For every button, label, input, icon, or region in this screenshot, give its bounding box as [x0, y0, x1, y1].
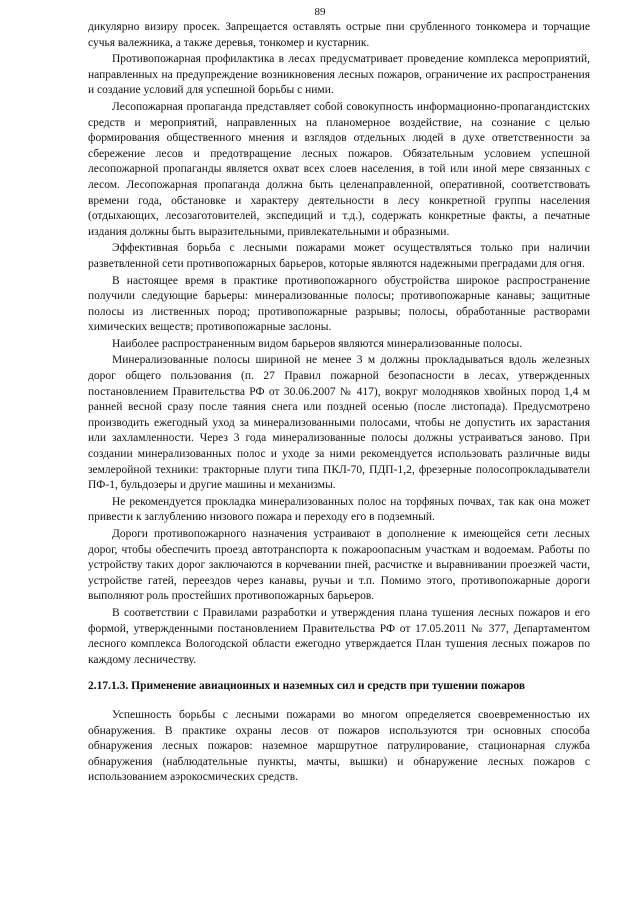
paragraph-mineralized-strips: Минерализованные полосы шириной не менее 3 м должны прокладываться вдоль железных дорог общего пользования (п. 27 Правил пожарной безопасности в лесах, утвержденных постановлением Правительства РФ от 30.06.2007 № 417), вокруг молодняков хвойных пород 1,4 м ранней весной сразу после таяния снега или поздней осенью (после листопада). Предусмотрено производить ежегодный уход за минерализованными полосами, чтобы не допустить их зарастания или захламленности. Через 3 года минерализованные полосы должны устраиваться заново. При создании минерализованных полос и уходе за ними рекомендуется использовать различные виды землеройной техники: тракторные плуги типа ПКЛ-70, ПДП-1,2, фрезерные полосопрокладыватели ПФ-1, бульдозеры и другие машины и механизмы.	[88, 354, 590, 492]
paragraph-fire-propaganda: Лесопожарная пропаганда представляет собой совокупность информационно-пропагандистских средств и мероприятий, направленных на планомерное воздействие, на сознание с целью формирования общественного мнения и взглядов отдельных людей в духе ответственности за сбережение лесов и предотвращение лесных пожаров. Обязательным условием успешной лесопожарной пропаганды является охват всех слоев населения, в той или иной мере связанных с лесом. Лесопожарная пропаганда должна быть целенаправленной, оперативной, соответствовать времени года, обстановке и характеру деятельности в лесу конкретной группы населения (отдыхающих, лесозаготовителей, экспедиций и т.д.), содержать конкретные факты, а печатные издания должны быть выразительными, привлекательными и образными.	[88, 100, 590, 238]
paragraph-common-barrier: Наиболее распространенным видом барьеров являются минерализованные полосы.	[112, 337, 523, 350]
paragraph-fire-roads: Дороги противопожарного назначения устраивают в дополнение к имеющейся сети лесных дорог, чтобы обеспечить проезд автотранспорта к пожароопасным участкам и водоемам. Работы по устройству таких дорог заключаются в корчевании пней, расчистке и выравнивании проезжей части, устройстве гатей, переездов через канавы, ручьи и т.п. Помимо этого, противопожарные дороги выполняют роль простейших противопожарных барьеров.	[88, 528, 590, 603]
paragraph-fire-plan: В соответствии с Правилами разработки и утверждения плана тушения лесных пожаров и его формой, утвержденными постановлением Правительства РФ от 17.05.2011 № 377, Департаментом лесного комплекса Вологодской области ежегодно утверждается План тушения лесных пожаров по каждому лесничеству.	[88, 606, 590, 666]
page-body	[88, 20, 590, 787]
paragraph-fire-barriers-network: Эффективная борьба с лесными пожарами может осуществляться только при наличии разветвленной сети противопожарных барьеров, которые являются надежными преградами для огня.	[88, 242, 590, 270]
paragraph-fire-detection: Успешность борьбы с лесными пожарами во многом определяется своевременностью их обнаружения. В практике охраны лесов от пожаров используются три основных способа обнаружения лесных пожаров: наземное маршрутное патрулирование, стационарная служба обнаружения (наблюдательные пункты, мачты, вышки) и обнаружение лесных пожаров с использованием аэрокосмических средств.	[88, 708, 590, 784]
paragraph-barrier-types: В настоящее время в практике противопожарного обустройства широкое распространение получили следующие барьеры: минерализованные полосы; противопожарные канавы; защитные полосы из лиственных пород; противопожарные разрывы; полосы, обработанные растворами химических веществ; противопожарные заслоны.	[88, 274, 590, 334]
section-heading: 2.17.1.3. Применение авиационных и наземных сил и средств при тушении пожаров	[88, 680, 526, 693]
paragraph-fire-prevention: Противопожарная профилактика в лесах предусматривает проведение комплекса мероприятий, направленных на предупреждение возникновения лесных пожаров, ограничение их распространения и создание условий для успешной борьбы с ними.	[88, 53, 590, 97]
paragraph-continuation: дикулярно визиру просек. Запрещается оставлять острые пни срубленного тонкомера и торчащие сучья валежника, а также деревья, тонкомер и кустарник.	[88, 21, 590, 49]
page-number: 89	[314, 6, 326, 18]
paragraph-peat-soils: Не рекомендуется прокладка минерализованных полос на торфяных почвах, так как она может привести к заглублению низового пожара и переходу его в подземный.	[88, 495, 590, 524]
